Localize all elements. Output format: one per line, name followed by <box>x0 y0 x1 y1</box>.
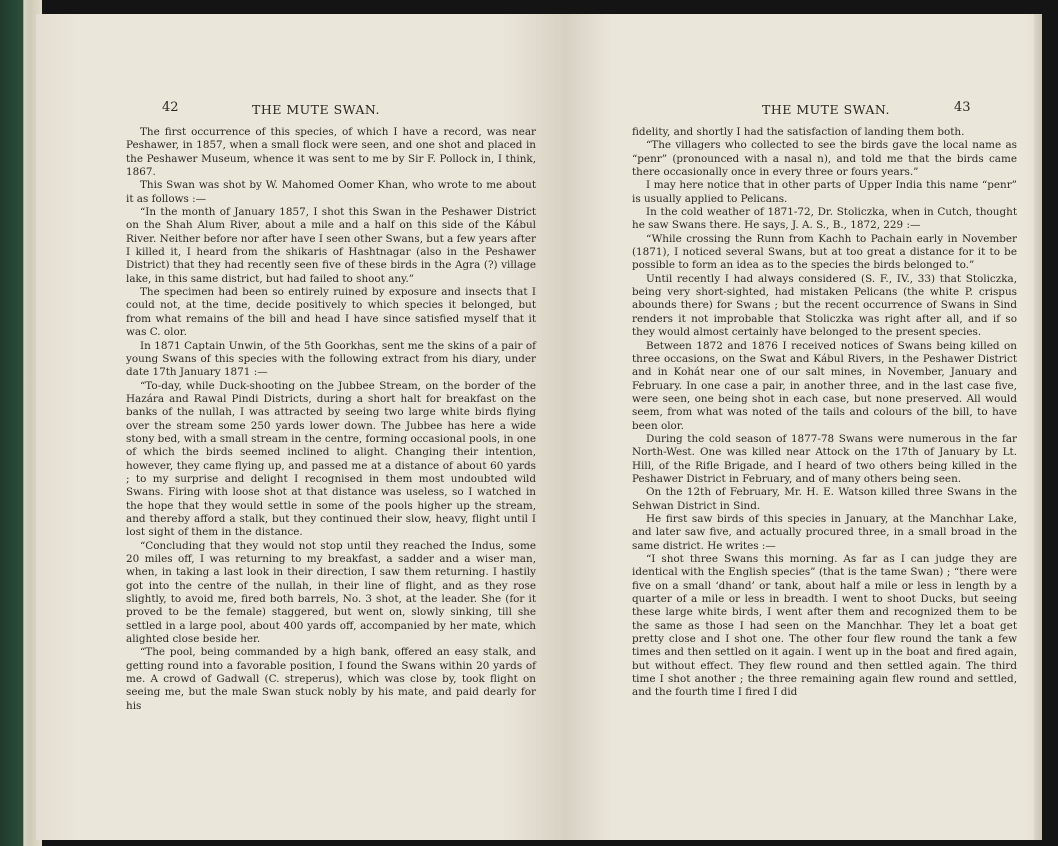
running-head: THE MUTE SWAN. <box>252 102 381 117</box>
right-page <box>564 14 1042 840</box>
paragraph: “While crossing the Runn from Kachh to Pachain early in November (1871), I noticed several Swans, but at too great a distance for it to be possible to form an idea as to the species the birds belonged to.” <box>632 232 1017 272</box>
page-body <box>632 126 1017 700</box>
paragraph: “Concluding that they would not stop until they reached the Indus, some 20 miles off, I was returning to my breakfast, a sadder and a wiser man, when, in taking a last look in their direction, I saw them returning. I hastily got into the centre of the nullah, in their line of flight, and as they rose slightly, to avoid me, fired both barrels, No. 3 shot, at the leader. She (for it proved to be the female) staggered, but went on, slowly sinking, till she settled in a large pool, about 400 yards off, accompanied by her mate, which alighted close beside her. <box>126 539 536 646</box>
paragraph: This Swan was shot by W. Mahomed Oomer Khan, who wrote to me about it as follows :— <box>126 179 536 205</box>
paragraph: “To-day, while Duck-shooting on the Jubbee Stream, on the border of the Hazára and Rawal Pindi Districts, during a short halt for breakfast on the banks of the nullah, I was attracted by seeing two large white birds flying over the stream some 250 yards lower down. The Jubbee has here a wide stony bed, with a small stream in the centre, forming occasional pools, in one of which the birds seemed inclined to alight. Changing their intention, however, they came flying up, and passed me at a distance of about 60 yards ; to my surprise and delight I recognised in them most undoubted wild Swans. Firing with loose shot at that distance was useless, so I watched in the hope that they would settle in some of the pools higher up the stream, and thereby afford a stalk, but they continued their slow, heavy, flight until I lost sight of them in the distance. <box>126 379 536 539</box>
paragraph: He first saw birds of this species in January, at the Manchhar Lake, and later saw five, and actually procured three, in a small broad in the same district. He writes :— <box>632 512 1017 552</box>
paragraph: “I shot three Swans this morning. As far as I can judge they are identical with the English species” (that is the tame Swan) ; “there were five on a small ‘dhand’ or tank, about half a mile or less in length by a quarter of a mile or less in breadth. I went to shoot Ducks, but seeing these large white birds, I went after them and recognized them to be the same as those I had seen on the Manchhar. They let a boat get pretty close and I shot one. The other four flew round the tank a few times and then settled on it again. I went up in the boat and fired again, but without effect. They flew round and then settled again. The third time I shot another ; the three remaining again flew round and settled, and the fourth time I fired I did <box>632 553 1017 699</box>
running-head: THE MUTE SWAN. <box>762 102 891 117</box>
paragraph: During the cold season of 1877-78 Swans were numerous in the far North-West. One was killed near Attock on the 17th of January by Lt. Hill, of the Rifle Brigade, and I heard of two others being killed in the Peshawer District in February, and of many others being seen. <box>632 432 1017 485</box>
paragraph: “In the month of January 1857, I shot this Swan in the Peshawer District on the Shah Alum River, about a mile and a half on this side of the Kábul River. Neither before nor after have I seen other Swans, but a few years after I killed it, I heard from the shikaris of Hashtnagar (also in the Peshawer District) that they had recently seen five of these birds in the Agra (?) village lake, in this same district, but had failed to shoot any.” <box>126 206 536 285</box>
paragraph: “The villagers who collected to see the birds gave the local name as “penr” (pronounced with a nasal n), and told me that the birds came there occasionally once in every three or fours years.” <box>632 139 1017 179</box>
page-number: 43 <box>954 100 971 115</box>
paragraph: The first occurrence of this species, of which I have a record, was near Peshawer, in 1857, when a small flock were seen, and one shot and placed in the Peshawer Museum, whence it was sent to me by Sir F. Pollock in, I think, 1867. <box>126 126 536 179</box>
paragraph: fidelity, and shortly I had the satisfaction of landing them both. <box>632 126 965 138</box>
paragraph: I may here notice that in other parts of Upper India this name “penr” is usually applied to Pelicans. <box>632 179 1017 205</box>
page-edge <box>1034 14 1042 840</box>
paragraph: In the cold weather of 1871-72, Dr. Stoliczka, when in Cutch, thought he saw Swans there. He says, J. A. S., B., 1872, 229 :— <box>632 206 1017 232</box>
paragraph: Until recently I had always considered (S. F., IV., 33) that Stoliczka, being very short-sighted, had mistaken Pelicans (the white P. crispus abounds there) for Swans ; but the recent occurrence of Swans in Sind renders it not improbable that Stoliczka was right after all, and if so they would almost certainly have belonged to the present species. <box>632 272 1017 339</box>
page-body <box>126 126 536 713</box>
paragraph: Between 1872 and 1876 I received notices of Swans being killed on three occasions, on the Swat and Kábul Rivers, in the Peshawer District and in Kohát near one of our salt mines, in November, January and February. In one case a pair, in another three, and in the last case five, were seen, one being shot in each case, but none preserved. All would seem, from what was noted of the tails and colours of the bill, to have been olor. <box>632 339 1017 432</box>
paragraph: In 1871 Captain Unwin, of the 5th Goorkhas, sent me the skins of a pair of young Swans of this species with the following extract from his diary, under date 17th January 1871 :— <box>126 339 536 379</box>
open-book <box>22 14 1046 840</box>
paragraph: On the 12th of February, Mr. H. E. Watson killed three Swans in the Sehwan District in Sind. <box>632 486 1017 512</box>
left-page <box>36 14 564 840</box>
paragraph: “The pool, being commanded by a high bank, offered an easy stalk, and getting round into a favorable position, I found the Swans within 20 yards of me. A crowd of Gadwall (C. streperus), which was close by, took flight on seeing me, but the male Swan stuck nobly by his mate, and paid dearly for his <box>126 646 536 712</box>
paragraph: The specimen had been so entirely ruined by exposure and insects that I could not, at the time, decide positively to which species it belonged, but from what remains of the bill and head I have since satisfied myself that it was C. olor. <box>126 286 536 339</box>
page-number: 42 <box>162 100 179 115</box>
